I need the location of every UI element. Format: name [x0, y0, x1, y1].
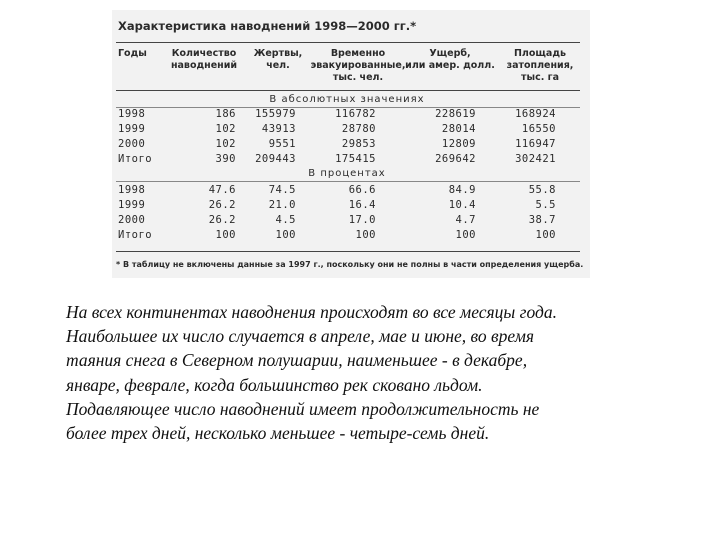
- percent-cell-evacuated: 100: [355, 229, 376, 241]
- percent-cell-count: 47.6: [208, 184, 236, 196]
- absolute-cell-evacuated: 29853: [341, 138, 376, 150]
- table-top-rule: [116, 42, 580, 43]
- absolute-cell-victims: 9551: [268, 138, 296, 150]
- absolute-cell-year: Итого: [118, 153, 153, 165]
- absolute-cell-damage: 28014: [441, 123, 476, 135]
- percent-cell-area: 5.5: [535, 199, 556, 211]
- header-bottom-rule: [116, 90, 580, 91]
- absolute-cell-area: 168924: [515, 108, 556, 120]
- absolute-cell-count: 390: [215, 153, 236, 165]
- percent-cell-damage: 100: [455, 229, 476, 241]
- percent-cell-victims: 4.5: [275, 214, 296, 226]
- percent-cell-victims: 100: [275, 229, 296, 241]
- absolute-cell-area: 302421: [515, 153, 556, 165]
- absolute-cell-evacuated: 116782: [335, 108, 376, 120]
- header-victims: Жертвы, чел.: [253, 48, 303, 71]
- absolute-cell-victims: 43913: [261, 123, 296, 135]
- absolute-cell-damage: 228619: [435, 108, 476, 120]
- absolute-cell-damage: 269642: [435, 153, 476, 165]
- section-percent-label: В процентах: [308, 168, 386, 179]
- flood-statistics-table: [112, 10, 590, 278]
- absolute-cell-evacuated: 175415: [335, 153, 376, 165]
- absolute-cell-area: 116947: [515, 138, 556, 150]
- header-damage: Ущерб, или амер. долл.: [405, 48, 495, 71]
- percent-cell-count: 26.2: [208, 214, 236, 226]
- percent-cell-victims: 21.0: [268, 199, 296, 211]
- percent-cell-count: 100: [215, 229, 236, 241]
- percent-cell-evacuated: 16.4: [348, 199, 376, 211]
- absolute-cell-area: 16550: [521, 123, 556, 135]
- header-count: Количество наводнений: [170, 48, 238, 71]
- percent-cell-year: Итого: [118, 229, 153, 241]
- percent-cell-damage: 84.9: [448, 184, 476, 196]
- absolute-cell-count: 186: [215, 108, 236, 120]
- percent-cell-evacuated: 66.6: [348, 184, 376, 196]
- percent-cell-damage: 4.7: [455, 214, 476, 226]
- absolute-cell-count: 102: [215, 123, 236, 135]
- absolute-cell-evacuated: 28780: [341, 123, 376, 135]
- absolute-cell-count: 102: [215, 138, 236, 150]
- percent-cell-evacuated: 17.0: [348, 214, 376, 226]
- absolute-cell-victims: 209443: [255, 153, 296, 165]
- header-area: Площадь затопления, тыс. га: [506, 48, 574, 83]
- section-absolute-label: В абсолютных значениях: [269, 94, 425, 105]
- percent-cell-victims: 74.5: [268, 184, 296, 196]
- table-footnote: * В таблицу не включены данные за 1997 г., поскольку они не полны в части определения ущерба.: [116, 260, 584, 269]
- absolute-cell-victims: 155979: [255, 108, 296, 120]
- percent-cell-damage: 10.4: [448, 199, 476, 211]
- percent-cell-year: 1999: [118, 199, 146, 211]
- percent-cell-year: 2000: [118, 214, 146, 226]
- flood-description-paragraph: На всех континентах наводнения происходят во все месяцы года. Наибольшее их число случается в апреле, мае и июне, во время таяния снега в Северном полушарии, наименьшее - в декабре, январе, феврале, когда большинство рек сковано льдом. Подавляющее число наводнений имеет продолжительность не более трех дней, несколько меньшее - четыре-семь дней.: [66, 302, 557, 444]
- percent-cell-area: 38.7: [528, 214, 556, 226]
- percent-cell-area: 55.8: [528, 184, 556, 196]
- table-bottom-rule: [116, 251, 580, 252]
- header-years: Годы: [118, 48, 147, 59]
- table-title: Характеристика наводнений 1998—2000 гг.*: [118, 19, 417, 33]
- percent-cell-year: 1998: [118, 184, 146, 196]
- absolute-cell-year: 2000: [118, 138, 146, 150]
- header-evacuated: Временно эвакуированные, тыс. чел.: [310, 48, 406, 83]
- absolute-cell-year: 1998: [118, 108, 146, 120]
- percent-cell-area: 100: [535, 229, 556, 241]
- percent-cell-count: 26.2: [208, 199, 236, 211]
- absolute-cell-year: 1999: [118, 123, 146, 135]
- section-percent-rule: [116, 181, 580, 182]
- absolute-cell-damage: 12809: [441, 138, 476, 150]
